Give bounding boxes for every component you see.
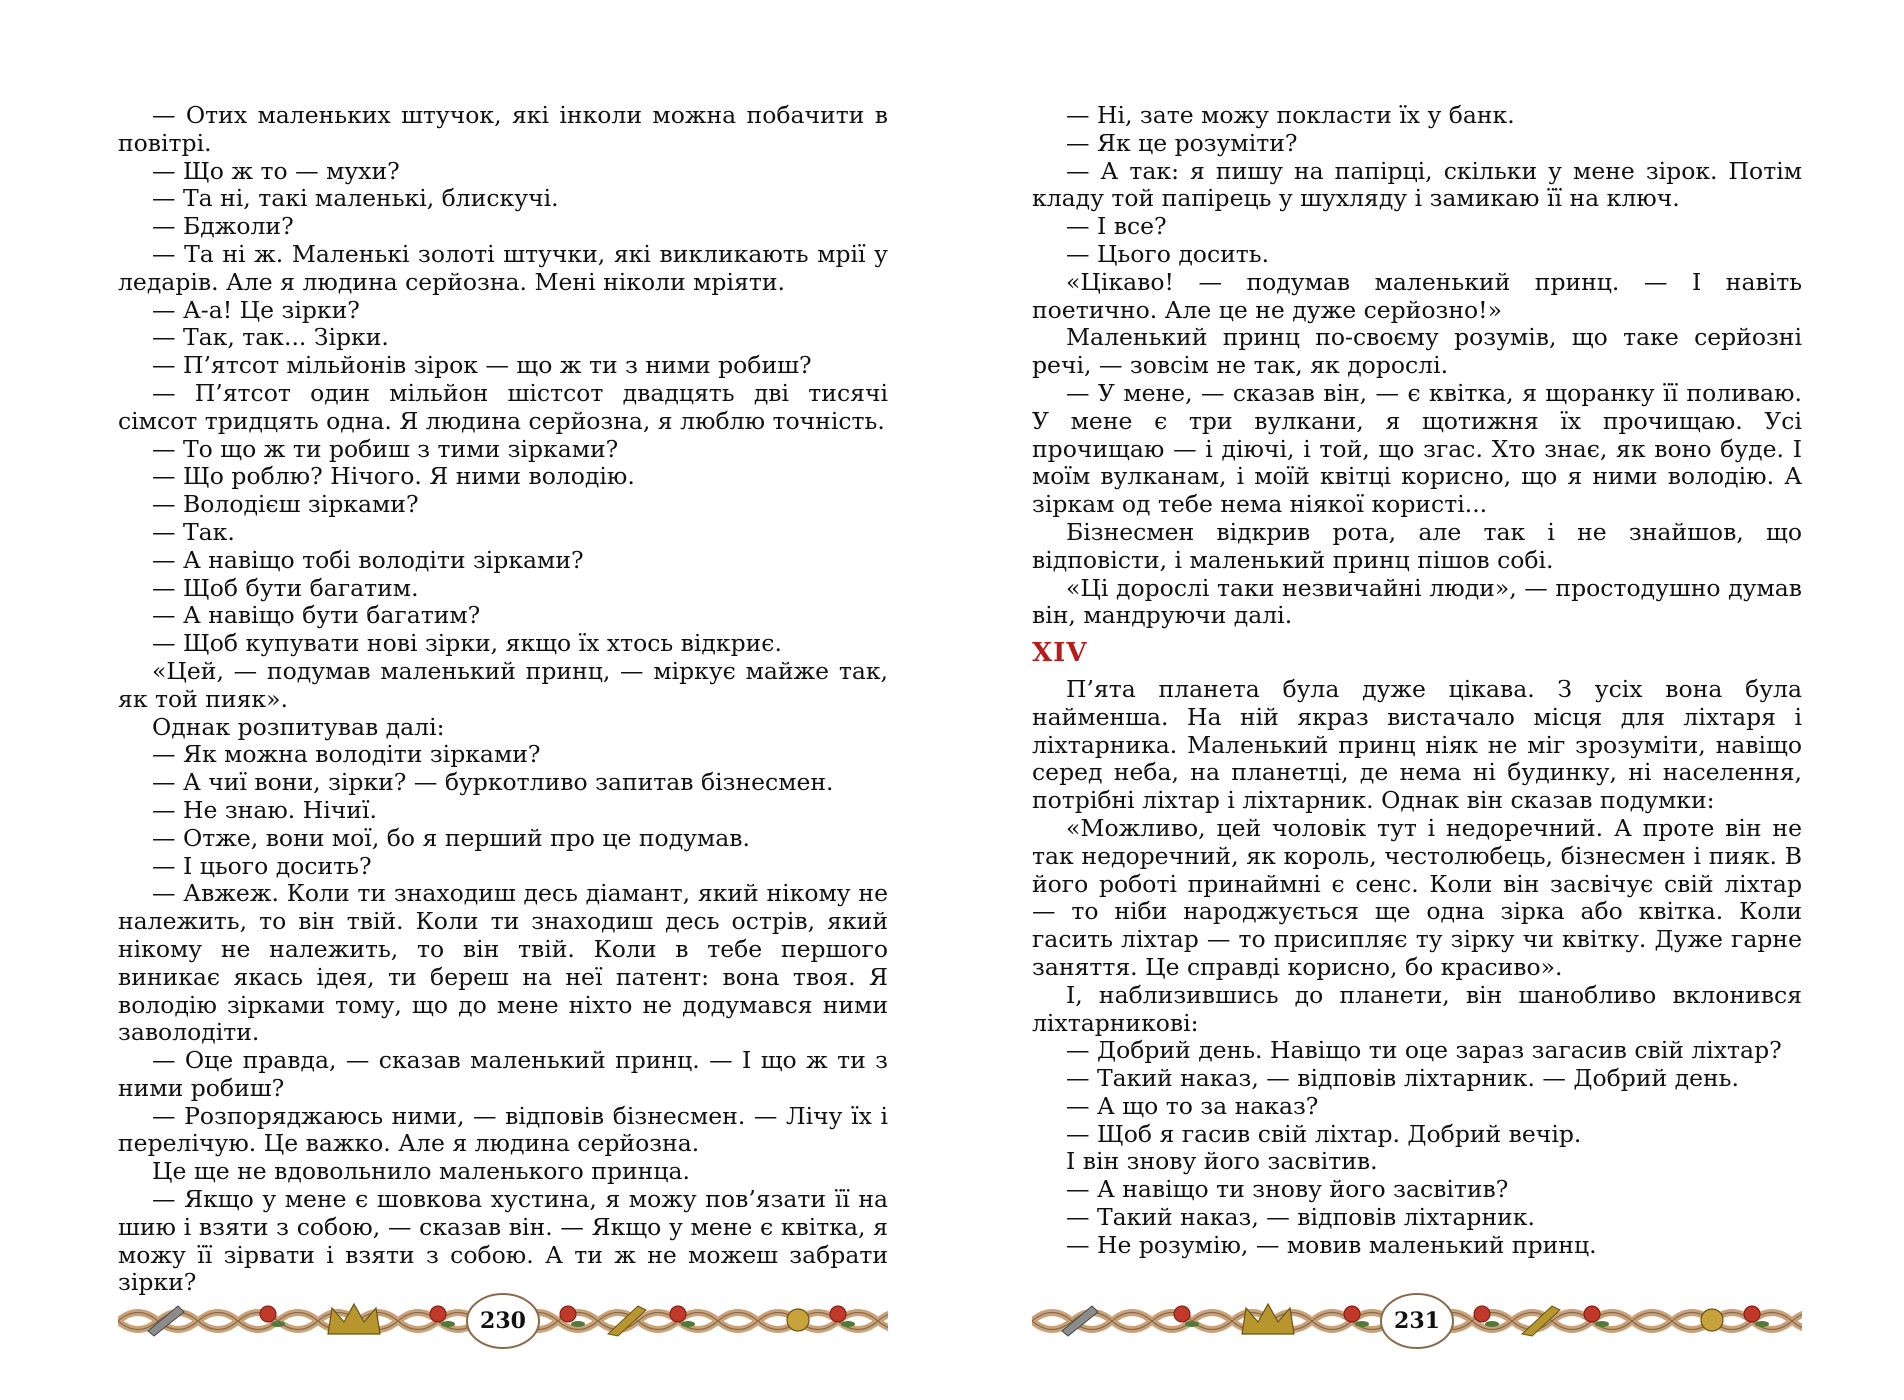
rose-icon bbox=[1744, 1306, 1760, 1322]
leaf-icon bbox=[271, 1321, 285, 1327]
paragraph: — Отих маленьких штучок, які інколи можна побачити в повітрі. bbox=[118, 101, 888, 157]
paragraph: — Авжеж. Коли ти знаходиш десь діамант, який нікому не належить, то він твій. Коли ти знаходиш десь острів, який нікому не належить, то він твій. Коли в тебе першого виникає якась ідея, ти береш на неї патент: вона твоя. Я володію зірками тому, що до мене ніхто не додумався ними заволодіти. bbox=[118, 879, 888, 1047]
paragraph: «Ці дорослі таки незвичайні люди», — простодушно думав він, мандруючи далі. bbox=[1032, 573, 1802, 630]
paragraph: — Оце правда, — сказав маленький принц. — І що ж ти з ними робиш? bbox=[118, 1046, 888, 1102]
rose-icon bbox=[1344, 1306, 1360, 1322]
paragraph: — П’ятсот один мільйон шістсот двадцять дві тисячі сімсот тридцять одна. Я людина серйозна, я люблю точність. bbox=[118, 378, 888, 435]
rose-icon bbox=[670, 1306, 686, 1322]
paragraph: — Володієш зірками? bbox=[152, 490, 419, 519]
paragraph: — Бджоли? bbox=[152, 212, 294, 241]
paragraph: — І все? bbox=[1066, 212, 1167, 241]
paragraph: — А що то за наказ? bbox=[1066, 1091, 1319, 1120]
paragraph: — Щоб купувати нові зірки, якщо їх хтось відкриє. bbox=[152, 629, 782, 658]
paragraph: — Такий наказ, — відповів ліхтарник. — Добрий день. bbox=[1066, 1064, 1739, 1093]
right-page bbox=[952, 0, 1904, 1400]
crown-icon bbox=[1242, 1304, 1294, 1334]
paragraph: — Щоб я гасив свій ліхтар. Добрий вечір. bbox=[1066, 1119, 1582, 1148]
paragraph: — Ні, зате можу покласти їх у банк. bbox=[1066, 101, 1515, 129]
ornament-vine-icon bbox=[1032, 1286, 1802, 1356]
leaf-icon bbox=[1595, 1321, 1609, 1327]
paragraph: — А навіщо бути багатим? bbox=[152, 601, 481, 630]
paragraph: — Отже, вони мої, бо я перший про це подумав. bbox=[152, 823, 750, 852]
leaf-icon bbox=[1755, 1321, 1769, 1327]
rose-icon bbox=[830, 1306, 846, 1322]
paragraph: — А навіщо тобі володіти зірками? bbox=[152, 545, 584, 574]
paragraph: — А навіщо ти знову його засвітив? bbox=[1066, 1175, 1509, 1204]
paragraph: «Цікаво! — подумав маленький принц. — І навіть поетично. Але це не дуже серйозно!» bbox=[1032, 267, 1802, 324]
paragraph: — Як можна володіти зірками? bbox=[152, 740, 541, 769]
paragraph: — Як це розуміти? bbox=[1066, 128, 1298, 157]
right-ornament-border bbox=[1032, 1286, 1802, 1356]
paragraph: І, наблизившись до планети, він шанобливо вклонився ліхтарникові: bbox=[1032, 980, 1802, 1037]
paragraph: — Якщо у мене є шовкова хустина, я можу пов’язати її на шию і взяти з собою, — сказав він. — Якщо у мене є квітка, я можу її зірвати і взяти з собою. А ти ж не можеш забрати зірки? bbox=[118, 1185, 888, 1297]
globe-icon bbox=[1701, 1309, 1723, 1331]
paragraph: — Щоб бути багатим. bbox=[152, 573, 419, 602]
paragraph: Бізнесмен відкрив рота, але так і не знайшов, що відповісти, і маленький принц пішов собі. bbox=[1032, 517, 1802, 574]
paragraph: — А чиї вони, зірки? — буркотливо запитав бізнесмен. bbox=[152, 768, 834, 797]
paragraph: — Не знаю. Нічиї. bbox=[152, 795, 377, 824]
left-page-text bbox=[118, 102, 888, 1297]
paragraph: «Цей, — подумав маленький принц, — міркує майже так, як той пияк». bbox=[118, 656, 888, 713]
page-number: 230 bbox=[480, 1308, 526, 1334]
paragraph: Це ще не вдовольнило маленького принца. bbox=[152, 1157, 690, 1186]
leaf-icon bbox=[571, 1321, 585, 1327]
paragraph: — Не розумію, — мовив маленький принц. bbox=[1066, 1230, 1597, 1259]
leaf-icon bbox=[681, 1321, 695, 1327]
globe-icon bbox=[787, 1309, 809, 1331]
leaf-icon bbox=[1485, 1321, 1499, 1327]
paragraph: — Та ні ж. Маленькі золоті штучки, які викликають мрії у ледарів. Але я людина серйозна. Мені ніколи мріяти. bbox=[118, 239, 888, 296]
paragraph: — Такий наказ, — відповів ліхтарник. bbox=[1066, 1203, 1535, 1232]
paragraph: — І цього досить? bbox=[152, 851, 372, 880]
paragraph: — Добрий день. Навіщо ти оце зараз загасив свій ліхтар? bbox=[1066, 1036, 1782, 1065]
crown-icon bbox=[328, 1304, 380, 1334]
paragraph: — Розпоряджаюсь ними, — відповів бізнесмен. — Лічу їх і перелічую. Це важко. Але я людина серйозна. bbox=[118, 1101, 888, 1158]
leaf-icon bbox=[841, 1321, 855, 1327]
paragraph: — Так. bbox=[152, 517, 235, 546]
rose-icon bbox=[260, 1306, 276, 1322]
ornament-vine-icon bbox=[118, 1286, 888, 1356]
paragraph: — У мене, — сказав він, — є квітка, я щоранку її поливаю. У мене є три вулкани, я щотижня їх прочищаю. Усі прочищаю — і діючі, і той, що згас. Хто знає, як воно буде. І моїм вулканам, і моїй квітці корисно, що я ними володію. А зіркам од тебе нема ніякої користі... bbox=[1032, 378, 1802, 519]
paragraph: — П’ятсот мільйонів зірок — що ж ти з ними робиш? bbox=[152, 351, 812, 380]
paragraph: П’ята планета була дуже цікава. З усіх вона була найменша. На ній якраз вистачало місця для ліхтаря і ліхтарника. Маленький принц ніяк не міг зрозуміти, навіщо серед неба, на планетці, де нема ні будинку, ні населення, потрібні ліхтар і ліхтарник. Однак він сказав подумки: bbox=[1032, 674, 1802, 815]
paragraph: — Так, так... Зірки. bbox=[152, 323, 389, 352]
paragraph: — Цього досить. bbox=[1066, 239, 1270, 268]
paragraph: — Що ж то — мухи? bbox=[152, 156, 400, 185]
rose-icon bbox=[560, 1306, 576, 1322]
rose-icon bbox=[430, 1306, 446, 1322]
leaf-icon bbox=[1185, 1321, 1199, 1327]
left-ornament-border bbox=[118, 1286, 888, 1356]
paragraph: І він знову його засвітив. bbox=[1066, 1147, 1378, 1176]
rose-icon bbox=[1584, 1306, 1600, 1322]
paragraph: — А так: я пишу на папірці, скільки у мене зірок. Потім кладу той папірець у шухляду і замикаю її на ключ. bbox=[1032, 156, 1802, 213]
page-number: 231 bbox=[1394, 1308, 1440, 1334]
leaf-icon bbox=[1355, 1321, 1369, 1327]
leaf-icon bbox=[441, 1321, 455, 1327]
rose-icon bbox=[1474, 1306, 1490, 1322]
paragraph: Маленький принц по-своєму розумів, що таке серйозні речі, — зовсім не так, як дорослі. bbox=[1032, 323, 1802, 380]
rose-icon bbox=[1174, 1306, 1190, 1322]
paragraph: — Та ні, такі маленькі, блискучі. bbox=[152, 184, 559, 213]
paragraph: — Що роблю? Нічого. Я ними володію. bbox=[152, 462, 635, 491]
chapter-title: XIV bbox=[1032, 638, 1088, 669]
paragraph: «Можливо, цей чоловік тут і недоречний. А проте він не так недоречний, як король, честолюбець, бізнесмен і пияк. В його роботі принаймні є сенс. Коли він засвічує свій ліхтар — то ніби народжується ще одна зірка або квітка. Коли гасить ліхтар — то присипляє ту зірку чи квітку. Дуже гарне заняття. Це справді корисно, бо красиво». bbox=[1032, 813, 1802, 981]
paragraph: — То що ж ти робиш з тими зірками? bbox=[152, 434, 619, 463]
paragraph: — А-а! Це зірки? bbox=[152, 295, 360, 324]
paragraph: Однак розпитував далі: bbox=[152, 712, 445, 741]
right-page-text bbox=[1032, 102, 1802, 1260]
